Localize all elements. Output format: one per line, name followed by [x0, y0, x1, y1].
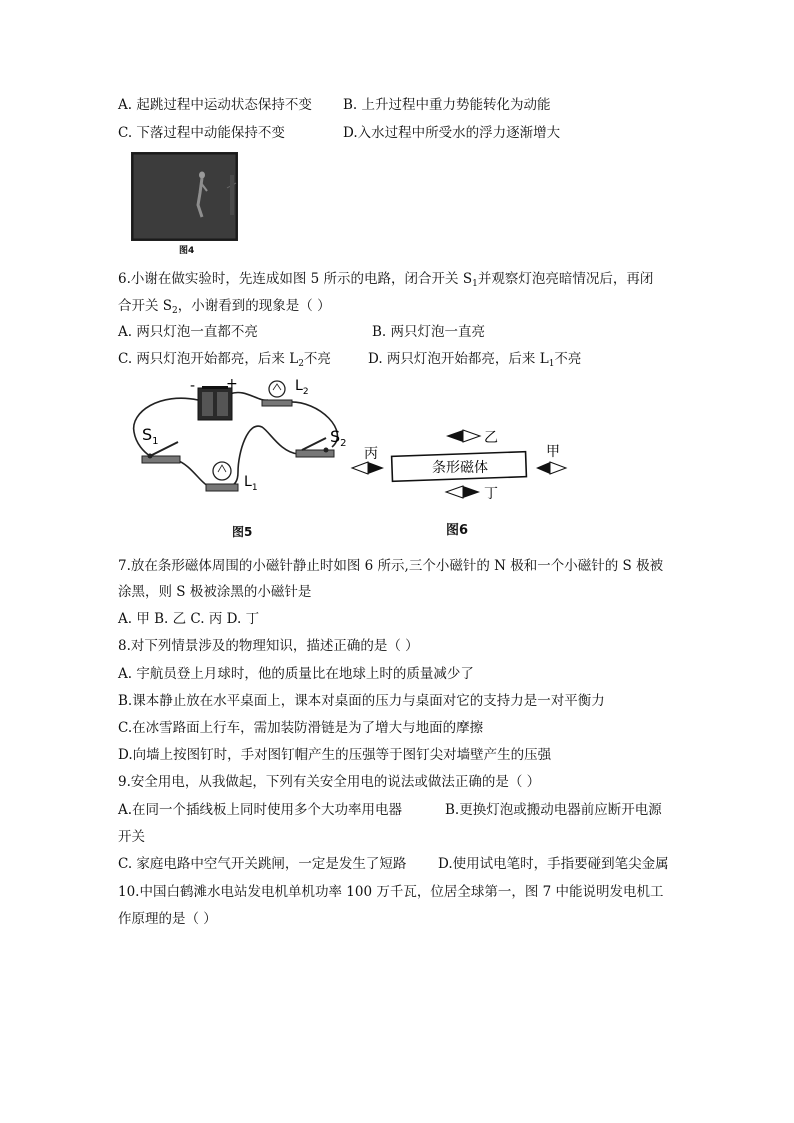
wire-s2-l1 [228, 426, 298, 486]
q9-option-d: D.使用试电笔时，手指要碰到笔尖金属 [438, 856, 669, 872]
q6-stem2-sub: 2 [172, 306, 178, 316]
q6-stem-line2 [118, 297, 331, 320]
q6-optc-sub: 2 [298, 359, 304, 369]
q6-option-b: B. 两只灯泡一直亮 [372, 324, 486, 340]
bulb-l2-icon [262, 381, 292, 406]
q6-optc-a: C. 两只灯泡开始都亮，后来 L [118, 351, 299, 367]
q6-optc-b: 不亮 [303, 351, 331, 367]
compass-needle-yi-icon [446, 430, 480, 442]
battery-plus: + [226, 376, 238, 392]
q6-stem2-b: ，小谢看到的现象是（ ） [177, 298, 331, 314]
label-jia: 甲 [546, 444, 560, 460]
label-bing: 丙 [364, 446, 378, 462]
figure-6-caption: 图6 [446, 523, 469, 538]
compass-needle-jia-icon [536, 462, 566, 474]
q10-stem-line2: 作原理的是（ ） [118, 911, 217, 927]
q7-options: A. 甲 B. 乙 C. 丙 D. 丁 [118, 611, 260, 627]
q6-option-c [118, 350, 331, 373]
q5-option-c: C. 下落过程中动能保持不变 [118, 125, 285, 141]
magnet-label: 条形磁体 [432, 460, 488, 476]
q5-option-a: A. 起跳过程中运动状态保持不变 [118, 97, 312, 113]
q6-option-a: A. 两只灯泡一直都不亮 [118, 324, 258, 340]
q6-optd-a: D. 两只灯泡开始都亮，后来 L [368, 351, 549, 367]
label-s1 [142, 425, 159, 447]
q9-option-a: A.在同一个插线板上同时使用多个大功率用电器 [118, 802, 403, 818]
label-s2-sub: 2 [340, 438, 347, 449]
label-s2 [330, 427, 347, 449]
q9-option-c: C. 家庭电路中空气开关跳闸，一定是发生了短路 [118, 856, 407, 872]
q8-option-a: A. 宇航员登上月球时，他的质量比在地球上时的质量减少了 [118, 666, 474, 682]
q7-stem-line2: 涂黑，则 S 极被涂黑的小磁针是 [118, 584, 312, 600]
label-s1-main: S [142, 425, 153, 444]
switch-s2-icon [296, 438, 334, 457]
figure-6-magnet [350, 422, 575, 507]
label-yi: 乙 [484, 430, 498, 446]
label-l2-sub: 2 [302, 387, 309, 397]
battery-minus: - [190, 378, 196, 394]
figure-5-circuit [120, 372, 360, 502]
bulb-l1-icon [206, 462, 238, 491]
q6-stem-line1 [118, 270, 653, 293]
q8-stem: 8.对下列情景涉及的物理知识，描述正确的是（ ） [118, 638, 419, 654]
q8-option-c: C.在冰雪路面上行车，需加装防滑链是为了增大与地面的摩擦 [118, 720, 484, 736]
label-l2-main: L [295, 378, 303, 394]
figure-4-photo [131, 152, 238, 241]
q7-stem-line1: 7.放在条形磁体周围的小磁针静止时如图 6 所示,三个小磁针的 N 极和一个小磁针的 S 极被 [118, 558, 664, 574]
q5-option-b: B. 上升过程中重力势能转化为动能 [343, 97, 551, 113]
q6-optd-b: 不亮 [554, 351, 582, 367]
q9-option-b: B.更换灯泡或搬动电器前应断开电源 [445, 802, 662, 818]
q9-stem: 9.安全用电，从我做起，下列有关安全用电的说法或做法正确的是（ ） [118, 774, 541, 790]
q6-option-d [368, 350, 581, 373]
figure-5-caption: 图5 [232, 525, 253, 539]
q8-option-b: B.课本静止放在水平桌面上，课本对桌面的压力与桌面对它的支持力是一对平衡力 [118, 693, 605, 709]
compass-needle-ding-icon [446, 486, 480, 498]
q6-stem1-a: 6.小谢在做实验时，先连成如图 5 所示的电路，闭合开关 S [118, 271, 473, 287]
diver-silhouette [132, 153, 237, 240]
q5-option-d: D.入水过程中所受水的浮力逐渐增大 [343, 125, 561, 141]
figure-4-caption: 图4 [179, 246, 195, 256]
label-l1 [244, 474, 258, 493]
label-l1-sub: 1 [251, 483, 258, 493]
label-s2-main: S [330, 427, 341, 446]
label-l1-main: L [244, 474, 252, 490]
q6-stem2-a: 合开关 S [118, 298, 173, 314]
q10-stem-line1: 10.中国白鹤滩水电站发电机单机功率 100 万千瓦，位居全球第一，图 7 中能说明发电机工 [118, 884, 664, 900]
wire-battery-l2 [230, 392, 268, 400]
label-l2 [295, 378, 309, 397]
label-ding: 丁 [484, 486, 498, 502]
q6-stem1-sub: 1 [472, 279, 478, 289]
label-s1-sub: 1 [152, 436, 159, 447]
q8-option-d: D.向墙上按图钉时，手对图钉帽产生的压强等于图钉尖对墙壁产生的压强 [118, 747, 552, 763]
switch-s1-icon [142, 442, 180, 463]
compass-needle-bing-icon [352, 462, 384, 474]
q6-optd-sub: 1 [548, 359, 555, 369]
q6-stem1-b: 并观察灯泡亮暗情况后，再闭 [477, 271, 654, 287]
wire-s1-l1 [176, 460, 208, 486]
q9-option-b-continued: 开关 [118, 829, 145, 845]
